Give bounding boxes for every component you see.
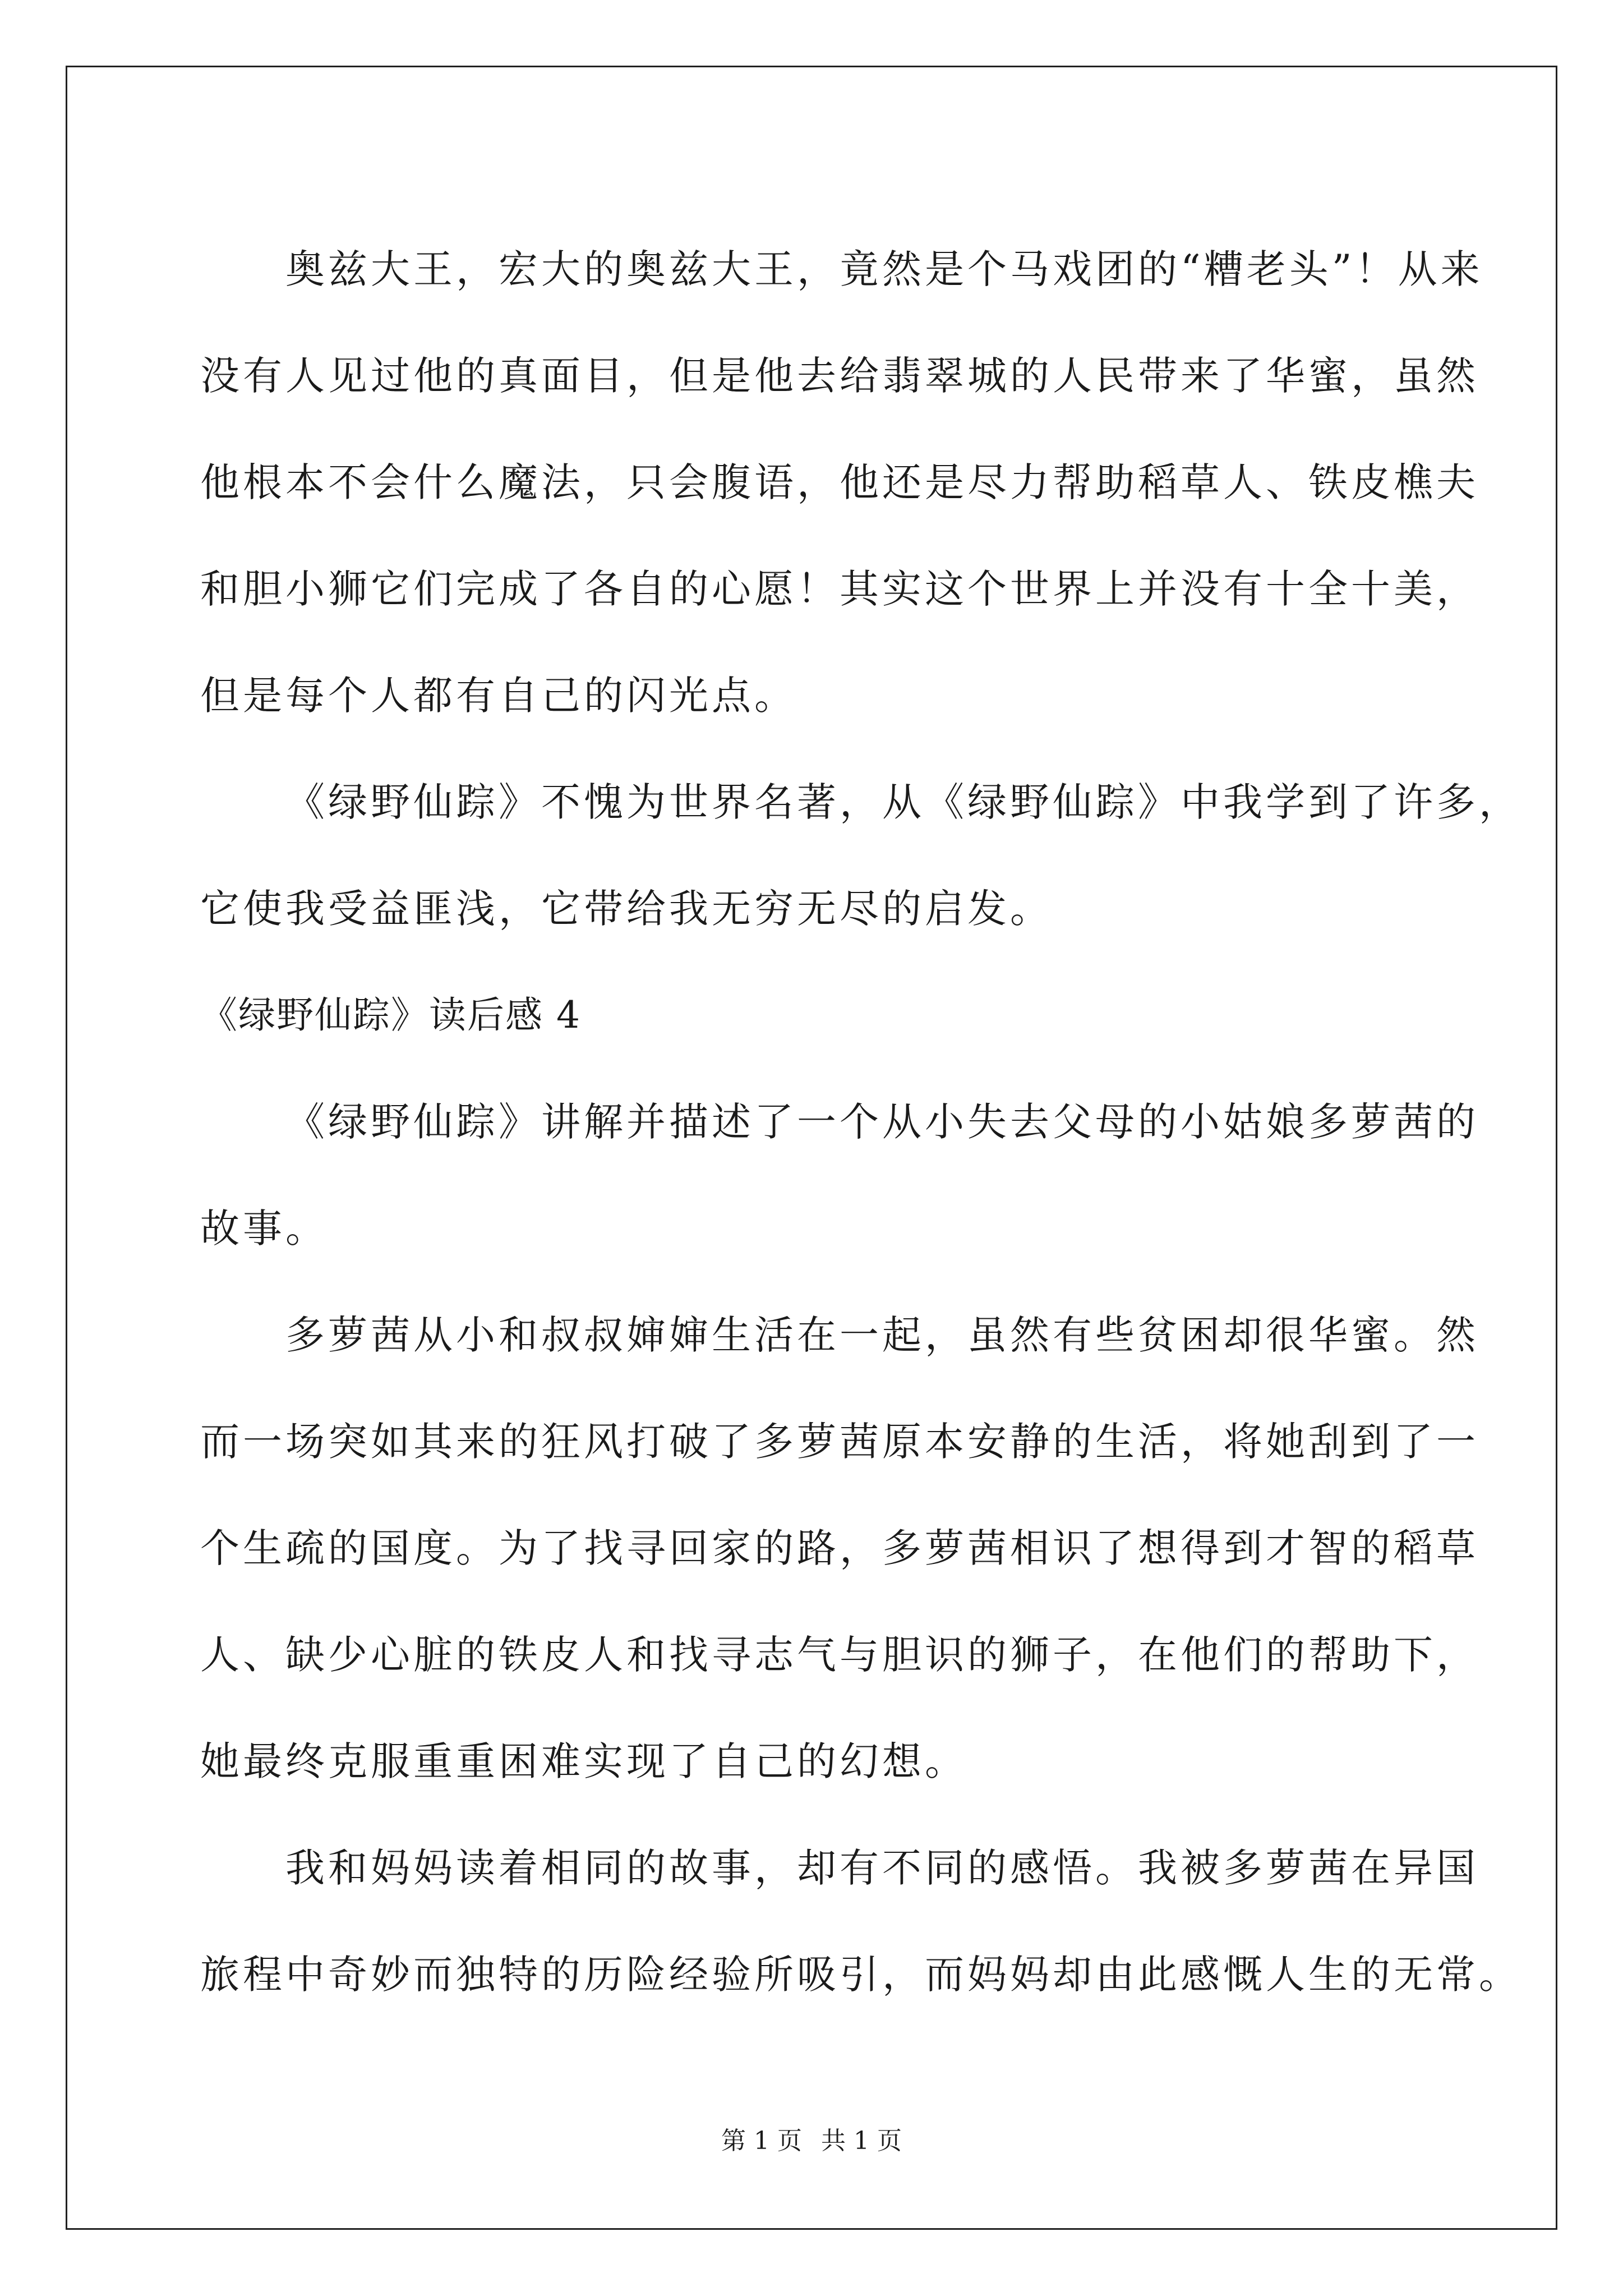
page-total: 共 1 页 (821, 2127, 902, 2155)
paragraph-line: 和胆小狮它们完成了各自的心愿！其实这个世界上并没有十全十美， (200, 566, 1479, 612)
section-heading: 《绿野仙踪》读后感 4 (200, 993, 581, 1037)
paragraph-line: 奥兹大王，宏大的奥兹大王，竟然是个马戏团的“糟老头”！从来 (285, 246, 1483, 292)
paragraph-line: 《绿野仙踪》不愧为世界名著，从《绿野仙踪》中我学到了许多， (285, 779, 1521, 825)
paragraph-line: 人、缺少心脏的铁皮人和找寻志气与胆识的狮子，在他们的帮助下， (200, 1632, 1479, 1678)
paragraph-line: 它使我受益匪浅，它带给我无穷无尽的启发。 (200, 886, 1053, 932)
paragraph-line: 而一场突如其来的狂风打破了多萝茜原本安静的生活，将她刮到了一 (200, 1419, 1479, 1465)
paragraph-line: 他根本不会什么魔法，只会腹语，他还是尽力帮助稻草人、铁皮樵夫 (200, 459, 1479, 505)
paragraph-line: 旅程中奇妙而独特的历险经验所吸引，而妈妈却由此感慨人生的无常。 (200, 1952, 1521, 1998)
document-body (200, 216, 1521, 2028)
paragraph-line: 故事。 (200, 1205, 328, 1251)
paragraph-line: 个生疏的国度。为了找寻回家的路，多萝茜相识了想得到才智的稻草 (200, 1525, 1479, 1571)
paragraph-line: 《绿野仙踪》讲解并描述了一个从小失去父母的小姑娘多萝茜的 (285, 1099, 1479, 1145)
paragraph-line: 我和妈妈读着相同的故事，却有不同的感悟。我被多萝茜在异国 (285, 1845, 1479, 1891)
page-number: 第 1 页 (721, 2127, 802, 2155)
paragraph-line: 多萝茜从小和叔叔婶婶生活在一起，虽然有些贫困却很华蜜。然 (285, 1312, 1479, 1358)
paragraph-line: 她最终克服重重困难实现了自己的幻想。 (200, 1738, 967, 1784)
page-footer (0, 2120, 1623, 2156)
paragraph-line: 但是每个人都有自己的闪光点。 (200, 673, 797, 719)
paragraph-line: 没有人见过他的真面目，但是他去给翡翠城的人民带来了华蜜，虽然 (200, 353, 1479, 399)
